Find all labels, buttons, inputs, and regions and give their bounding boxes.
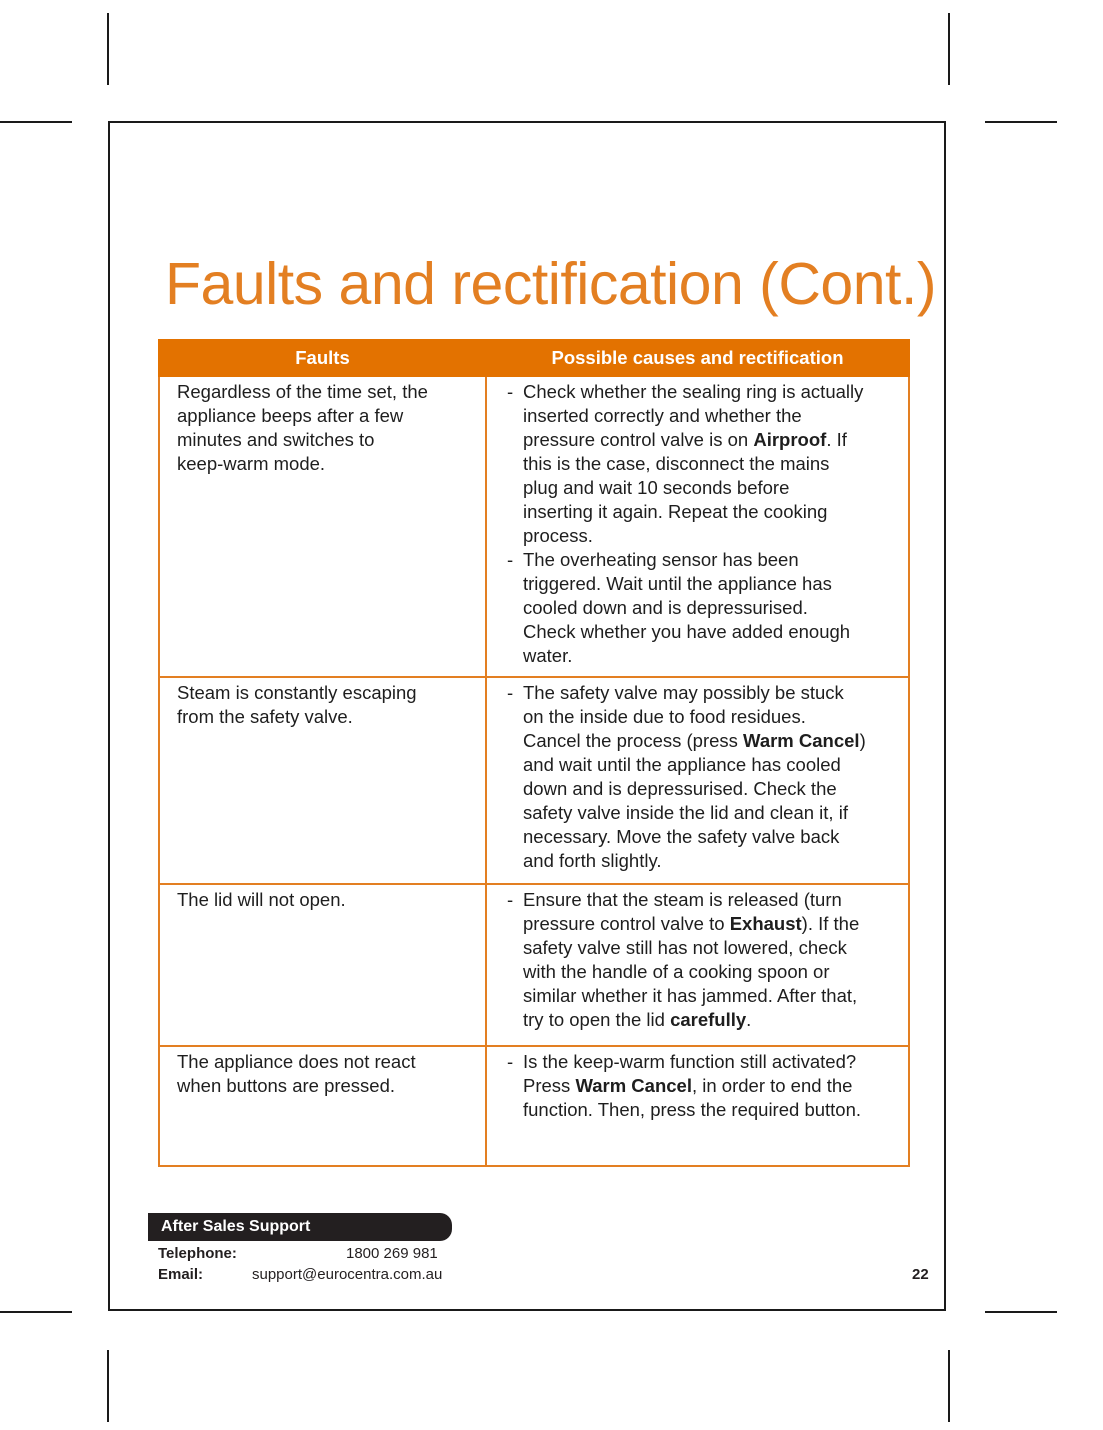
cause-line — [523, 729, 908, 753]
cause-line: water. — [523, 645, 573, 666]
table-row — [159, 376, 909, 677]
fault-line: keep-warm mode. — [177, 453, 326, 474]
cause-text: pressure control valve to — [523, 913, 730, 934]
crop-mark — [985, 121, 1057, 123]
cause-line: safety valve inside the lid and clean it, if — [523, 802, 848, 823]
cause-text: try to open the lid — [523, 1009, 671, 1030]
cause-item — [507, 1050, 908, 1122]
crop-mark — [107, 1350, 109, 1422]
cause-line: The overheating sensor has been — [523, 549, 799, 570]
cause-line — [523, 428, 908, 452]
cause-text: ) — [859, 730, 866, 751]
cause-line: and wait until the appliance has cooled — [523, 754, 841, 775]
fault-line: Steam is constantly escaping — [177, 682, 417, 703]
cause-line: The safety valve may possibly be stuck — [523, 682, 844, 703]
cause-text: pressure control valve is on — [523, 429, 754, 450]
cause-cell — [486, 376, 909, 677]
cause-text: , in order to end the — [691, 1075, 853, 1096]
after-sales-support-heading: After Sales Support — [148, 1213, 452, 1241]
crop-mark — [948, 13, 950, 85]
cause-item — [507, 548, 908, 668]
cause-line: triggered. Wait until the appliance has — [523, 573, 832, 594]
telephone-label: Telephone: — [158, 1245, 237, 1262]
fault-line: from the safety valve. — [177, 706, 353, 727]
fault-cell — [159, 376, 486, 677]
crop-mark — [0, 1311, 72, 1313]
dash-bullet: - — [507, 682, 514, 703]
cause-cell — [486, 1046, 909, 1166]
fault-line: The lid will not open. — [177, 889, 346, 910]
dash-bullet: - — [507, 381, 514, 402]
cause-cell — [486, 677, 909, 884]
cause-line: similar whether it has jammed. After that, — [523, 985, 858, 1006]
cause-line: inserted correctly and whether the — [523, 405, 802, 426]
table-row — [159, 884, 909, 1046]
fault-cell — [159, 1046, 486, 1166]
cause-line — [523, 1074, 908, 1098]
cause-text: Cancel the process (press — [523, 730, 744, 751]
emphasis-carefully: carefully — [670, 1009, 747, 1030]
cause-cell — [486, 884, 909, 1046]
email-address: support@eurocentra.com.au — [252, 1266, 443, 1283]
crop-mark — [985, 1311, 1057, 1313]
cause-line: and forth slightly. — [523, 850, 662, 871]
page-title: Faults and rectification (Cont.) — [165, 251, 936, 317]
cause-line: Is the keep-warm function still activated? — [523, 1051, 857, 1072]
cause-line: safety valve still has not lowered, check — [523, 937, 847, 958]
cause-line — [523, 1008, 908, 1032]
warm-cancel-button-name: Warm Cancel — [743, 730, 860, 751]
cause-text: Press — [523, 1075, 576, 1096]
crop-mark — [0, 121, 72, 123]
cause-text: . If — [826, 429, 847, 450]
fault-cell — [159, 677, 486, 884]
page-number: 22 — [912, 1266, 929, 1283]
fault-line: appliance beeps after a few — [177, 405, 404, 426]
cause-line — [523, 912, 908, 936]
crop-mark — [107, 13, 109, 85]
faults-table — [158, 339, 910, 1167]
cause-line: with the handle of a cooking spoon or — [523, 961, 830, 982]
cause-item — [507, 681, 908, 873]
email-label: Email: — [158, 1266, 204, 1283]
dash-bullet: - — [507, 1051, 514, 1072]
causes-header: Possible causes and rectification — [486, 340, 909, 376]
fault-line: when buttons are pressed. — [177, 1075, 396, 1096]
cause-line: inserting it again. Repeat the cooking — [523, 501, 828, 522]
cause-line: on the inside due to food residues. — [523, 706, 806, 727]
cause-line: cooled down and is depressurised. — [523, 597, 808, 618]
airproof-setting: Airproof — [753, 429, 827, 450]
cause-line: plug and wait 10 seconds before — [523, 477, 790, 498]
table-row — [159, 1046, 909, 1166]
cause-item — [507, 888, 908, 1032]
faults-header: Faults — [159, 340, 486, 376]
fault-line: The appliance does not react — [177, 1051, 416, 1072]
cause-text: ). If the — [801, 913, 860, 934]
cause-line: function. Then, press the required button. — [523, 1099, 862, 1120]
cause-line: necessary. Move the safety valve back — [523, 826, 840, 847]
fault-line: Regardless of the time set, the — [177, 381, 428, 402]
crop-mark — [948, 1350, 950, 1422]
cause-line: Check whether the sealing ring is actually — [523, 381, 864, 402]
cause-line: process. — [523, 525, 593, 546]
cause-line: Check whether you have added enough — [523, 621, 851, 642]
fault-cell — [159, 884, 486, 1046]
cause-item — [507, 380, 908, 548]
exhaust-setting: Exhaust — [729, 913, 802, 934]
table-header-row — [159, 340, 909, 376]
cause-text: . — [746, 1009, 752, 1030]
cause-line: Ensure that the steam is released (turn — [523, 889, 842, 910]
dash-bullet: - — [507, 889, 514, 910]
cause-line: down and is depressurised. Check the — [523, 778, 837, 799]
fault-line: minutes and switches to — [177, 429, 375, 450]
dash-bullet: - — [507, 549, 514, 570]
warm-cancel-button-name: Warm Cancel — [575, 1075, 692, 1096]
table-row — [159, 677, 909, 884]
telephone-number: 1800 269 981 — [346, 1245, 438, 1262]
cause-line: this is the case, disconnect the mains — [523, 453, 830, 474]
